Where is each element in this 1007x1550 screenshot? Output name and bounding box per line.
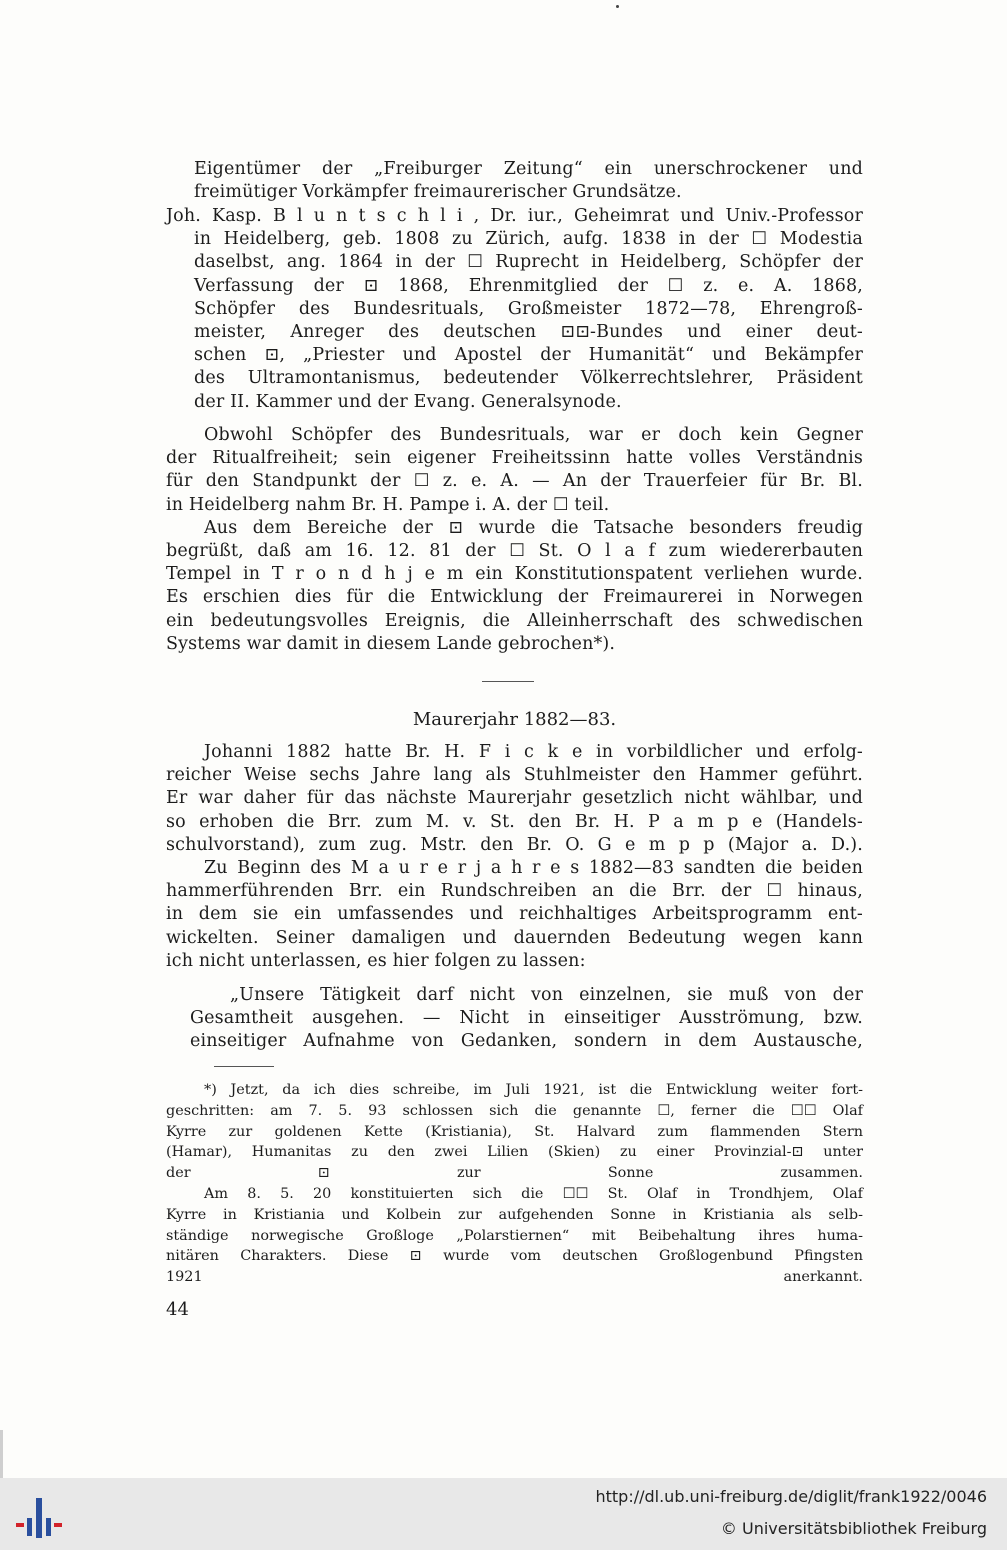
scan-speck: [616, 5, 619, 8]
document-url-link[interactable]: http://dl.ub.uni-freiburg.de/diglit/frank1922/0046: [595, 1487, 987, 1506]
body-paragraphs-2: [166, 741, 863, 973]
page-number: 44: [166, 1299, 189, 1320]
text-line: hammerführenden Brr. ein Rundschreiben an die Brr. der ☐ hinaus,: [166, 881, 863, 902]
footnote-line: der ⊡ zur Sonne zusammen.: [166, 1165, 863, 1182]
text-line: für den Standpunkt der ☐ z. e. A. — An der Trauerfeier für Br. Bl.: [166, 471, 863, 492]
body-paragraphs: [166, 424, 863, 656]
text-line: reicher Weise sechs Jahre lang als Stuhlmeister den Hammer geführt.: [166, 765, 863, 786]
text-line: Tempel in T r o n d h j e m ein Konstitutionspatent verliehen wurde.: [166, 564, 863, 585]
text-line: wickelten. Seiner damaligen und dauernden Bedeutung wegen kann: [166, 927, 863, 948]
viewer-footer: [0, 1478, 1007, 1550]
text-line: einseitiger Aufnahme von Gedanken, sondern in dem Austausche,: [190, 1031, 863, 1052]
text-line: so erhoben die Brr. zum M. v. St. den Br. H. P a m p e (Handels-: [166, 811, 863, 832]
text-line: Johanni 1882 hatte Br. H. F i c k e in vorbildlicher und erfolg-: [204, 742, 863, 762]
section-heading: Maurerjahr 1882—83.: [412, 709, 617, 730]
text-line: Zu Beginn des M a u r e r j a h r e s 1882—83 sandten die beiden: [204, 857, 863, 878]
footnote-divider: [214, 1066, 274, 1067]
footnote: [166, 1080, 863, 1288]
text-line: der Ritualfreiheit; sein eigener Freiheitssinn hatte volles Verständnis: [166, 448, 863, 469]
ub-freiburg-logo-icon: [14, 1488, 64, 1540]
text-line: freimütiger Vorkämpfer freimaurerischer Grundsätze.: [194, 182, 682, 203]
section-divider: [482, 681, 534, 682]
footnote-line: Kyrre zur goldenen Kette (Kristiania), St. Halvard zum flammenden Stern: [166, 1123, 863, 1140]
scan-edge: [0, 1430, 3, 1478]
text-line: meister, Anreger des deutschen ⊡⊡-Bundes und einer deut-: [194, 321, 863, 342]
text-line: schen ⊡, „Priester und Apostel der Humanität“ und Bekämpfer: [194, 345, 863, 366]
footnote-line: geschritten: am 7. 5. 93 schlossen sich die genannte ☐, ferner die ☐☐ Olaf: [166, 1102, 863, 1119]
text-line: in dem sie ein umfassendes und reichhaltiges Arbeitsprogramm ent-: [166, 904, 863, 925]
text-line: Er war daher für das nächste Maurerjahr gesetzlich nicht wählbar, und: [166, 788, 863, 809]
biography-entry: [166, 205, 863, 414]
text-line: der II. Kammer und der Evang. Generalsynode.: [194, 391, 622, 412]
footnote-line: *) Jetzt, da ich dies schreibe, im Juli 1921, ist die Entwicklung weiter fort-: [204, 1082, 863, 1098]
footnote-line: ständige norwegische Großloge „Polarstiernen“ mit Beibehaltung ihres huma-: [166, 1227, 863, 1244]
text-line: Obwohl Schöpfer des Bundesrituals, war er doch kein Gegner: [204, 425, 863, 445]
text-line: ein bedeutungsvolles Ereignis, die Alleinherrschaft des schwedischen: [166, 610, 863, 631]
text-line: begrüßt, daß am 16. 12. 81 der ☐ St. O l a f zum wiedererbauten: [166, 540, 863, 561]
quotation: [166, 984, 863, 1054]
footnote-line: nitären Charakters. Diese ⊡ wurde vom deutschen Großlogenbund Pfingsten: [166, 1248, 863, 1265]
text-line: Schöpfer des Bundesrituals, Großmeister 1872—78, Ehrengroß-: [194, 298, 863, 319]
text-line: daselbst, ang. 1864 in der ☐ Ruprecht in Heidelberg, Schöpfer der: [194, 252, 863, 273]
footnote-line: (Hamar), Humanitas zu den zwei Lilien (Skien) zu einer Provinzial-⊡ unter: [166, 1144, 863, 1161]
text-line: Aus dem Bereiche der ⊡ wurde die Tatsache besonders freudig: [204, 517, 863, 538]
text-line: Systems war damit in diesem Lande gebrochen*).: [166, 633, 616, 654]
text-line: Eigentümer der „Freiburger Zeitung“ ein unerschrockener und: [194, 159, 863, 179]
copyright-notice: © Universitätsbibliothek Freiburg: [720, 1519, 987, 1538]
text-line: schulvorstand), zum zug. Mstr. den Br. O. G e m p p (Major a. D.).: [166, 834, 863, 855]
text-line: in Heidelberg nahm Br. H. Pampe i. A. der ☐ teil.: [166, 494, 610, 515]
text-line: in Heidelberg, geb. 1808 zu Zürich, aufg. 1838 in der ☐ Modestia: [194, 229, 863, 250]
text-line: ich nicht unterlassen, es hier folgen zu lassen:: [166, 950, 586, 971]
text-line: des Ultramontanismus, bedeutender Völkerrechtslehrer, Präsident: [194, 368, 863, 389]
text-line: Gesamtheit ausgehen. — Nicht in einseitiger Ausströmung, bzw.: [190, 1008, 863, 1029]
footnote-line: 1921 anerkannt.: [166, 1269, 863, 1286]
footnote-line: Kyrre in Kristiania und Kolbein zur aufgehenden Sonne in Kristiania als selb-: [166, 1206, 863, 1223]
text-line: Es erschien dies für die Entwicklung der Freimaurerei in Norwegen: [166, 587, 863, 608]
text-line: Joh. Kasp. B l u n t s c h l i , Dr. iur., Geheimrat und Univ.-Professor: [166, 206, 863, 226]
text-line: „Unsere Tätigkeit darf nicht von einzelnen, sie muß von der: [230, 985, 863, 1005]
footnote-line: Am 8. 5. 20 konstituierten sich die ☐☐ St. Olaf in Trondhjem, Olaf: [204, 1185, 863, 1202]
text-line: Verfassung der ⊡ 1868, Ehrenmitglied der ☐ z. e. A. 1868,: [194, 275, 863, 296]
paragraph-continuation: [166, 158, 863, 204]
